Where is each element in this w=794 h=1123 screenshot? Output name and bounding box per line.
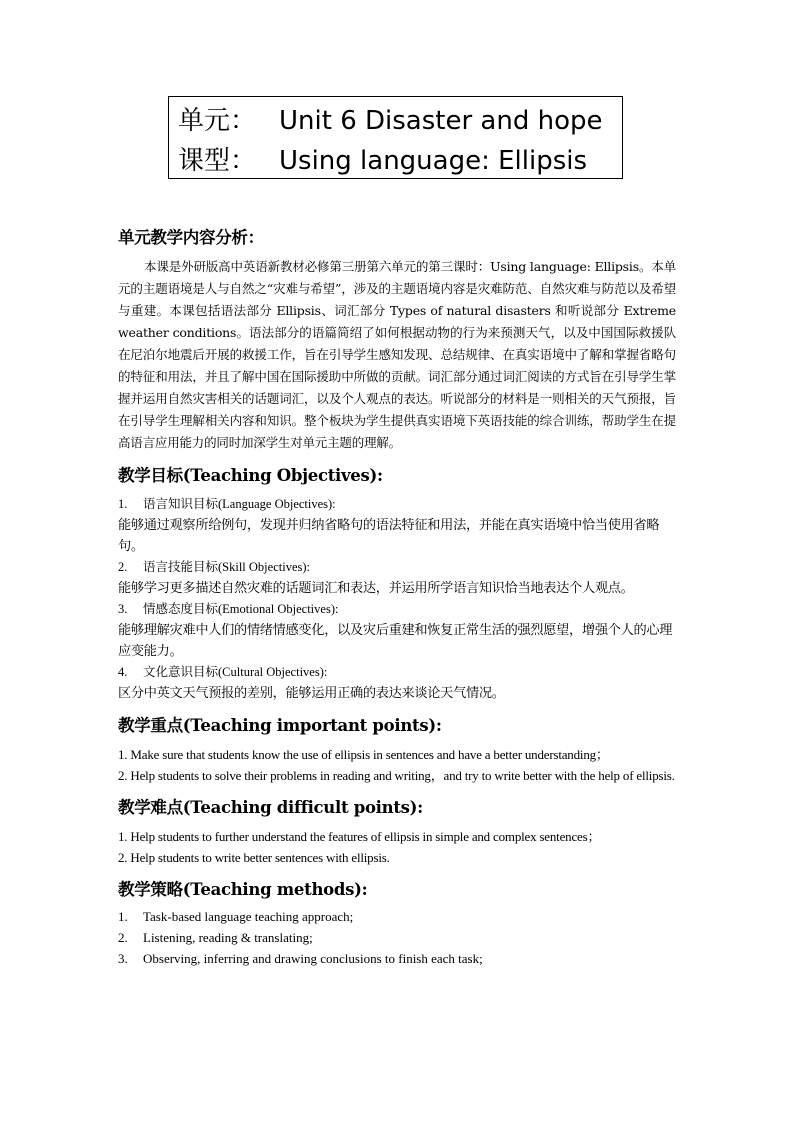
analysis-heading: 单元教学内容分析： (118, 228, 264, 247)
document-body (118, 226, 676, 969)
objective-number: 2. (118, 560, 128, 574)
objective-description: 区分中英文天气预报的差别，能够运用正确的表达来谈论天气情况。 (118, 686, 505, 701)
difficult-points-section (118, 796, 676, 868)
method-item (118, 948, 676, 969)
objectives-heading: 教学目标(Teaching Objectives): (118, 466, 383, 485)
method-text: Task-based language teaching approach; (143, 909, 354, 924)
methods-heading: 教学策略(Teaching methods): (118, 880, 368, 899)
objective-item (118, 662, 676, 704)
objective-number: 3. (118, 602, 128, 616)
important-points-section (118, 714, 676, 786)
method-item (118, 906, 676, 927)
lesson-type-title: Using language: Ellipsis (279, 146, 588, 176)
objective-item (118, 557, 676, 599)
difficult-point-item: 2. Help students to write better sentences with ellipsis. (118, 850, 390, 865)
objective-heading: 情感态度目标(Emotional Objectives): (143, 602, 339, 616)
method-item (118, 927, 676, 948)
objective-item (118, 599, 676, 662)
methods-section (118, 878, 676, 969)
lesson-type-label: 课型： (178, 146, 257, 176)
objective-number: 1. (118, 497, 128, 511)
important-point-item: 1. Make sure that students know the use of ellipsis in sentences and have a better understanding； (118, 747, 609, 762)
important-points-heading: 教学重点(Teaching important points): (118, 716, 442, 735)
objective-description: 能够通过观察所给例句，发现并归纳省略句的语法特征和用法，并能在真实语境中恰当使用省略句。 (118, 518, 660, 554)
objective-description: 能够理解灾难中人们的情绪情感变化，以及灾后重建和恢复正常生活的强烈愿望，增强个人的心理应变能力。 (118, 623, 673, 659)
difficult-point-item: 1. Help students to further understand the features of ellipsis in simple and complex sentences； (118, 829, 601, 844)
lesson-header-box (168, 96, 623, 179)
objectives-list (118, 494, 676, 704)
unit-label: 单元： (178, 106, 257, 136)
unit-row (178, 101, 622, 141)
lesson-type-row (178, 141, 622, 181)
objective-heading: 语言知识目标(Language Objectives): (143, 497, 336, 511)
difficult-points-heading: 教学难点(Teaching difficult points): (118, 798, 423, 817)
methods-list (118, 906, 676, 969)
analysis-paragraph: 本课是外研版高中英语新教材必修第三册第六单元的第三课时：Using language: Ellipsis。本单元的主题语境是人与自然之“灾难与希望”，涉及的主题语境内容是灾难防范、自然灾难与防范以及希望与重建。本课包括语法部分 Ellipsis、词汇部分 Types of natural disasters 和听说部分 Extreme weather conditions。语法部分的语篇简绍了如何根据动物的行为来预测天气，以及中国国际救援队在尼泊尔地震后开展的救援工作，旨在引导学生感知发现、总结规律、在真实语境中了解和掌握省略句的特征和用法，并且了解中国在国际援助中所做的贡献。词汇部分通过词汇阅读的方式旨在引导学生掌握并运用自然灾害相关的话题词汇，以及个人观点的表达。听说部分的材料是一则相关的天气预报，旨在引导学生理解相关内容和知识。整个板块为学生提供真实语境下英语技能的综合训练，帮助学生在提高语言应用能力的同时加深学生对单元主题的理解。 (118, 259, 676, 450)
method-text: Listening, reading & translating; (143, 930, 313, 945)
objective-item (118, 494, 676, 557)
method-text: Observing, inferring and drawing conclusions to finish each task; (143, 951, 483, 966)
objectives-section (118, 464, 676, 704)
unit-title: Unit 6 Disaster and hope (279, 106, 603, 136)
objective-heading: 文化意识目标(Cultural Objectives): (143, 665, 328, 679)
objective-description: 能够学习更多描述自然灾难的话题词汇和表达，并运用所学语言知识恰当地表达个人观点。 (118, 581, 634, 596)
method-number: 2. (118, 930, 128, 945)
analysis-section (118, 226, 676, 454)
method-number: 3. (118, 951, 128, 966)
objective-number: 4. (118, 665, 128, 679)
objective-heading: 语言技能目标(Skill Objectives): (143, 560, 310, 574)
important-point-item: 2. Help students to solve their problems in reading and writing，and try to write better with the help of ellipsis. (118, 768, 675, 783)
method-number: 1. (118, 909, 128, 924)
